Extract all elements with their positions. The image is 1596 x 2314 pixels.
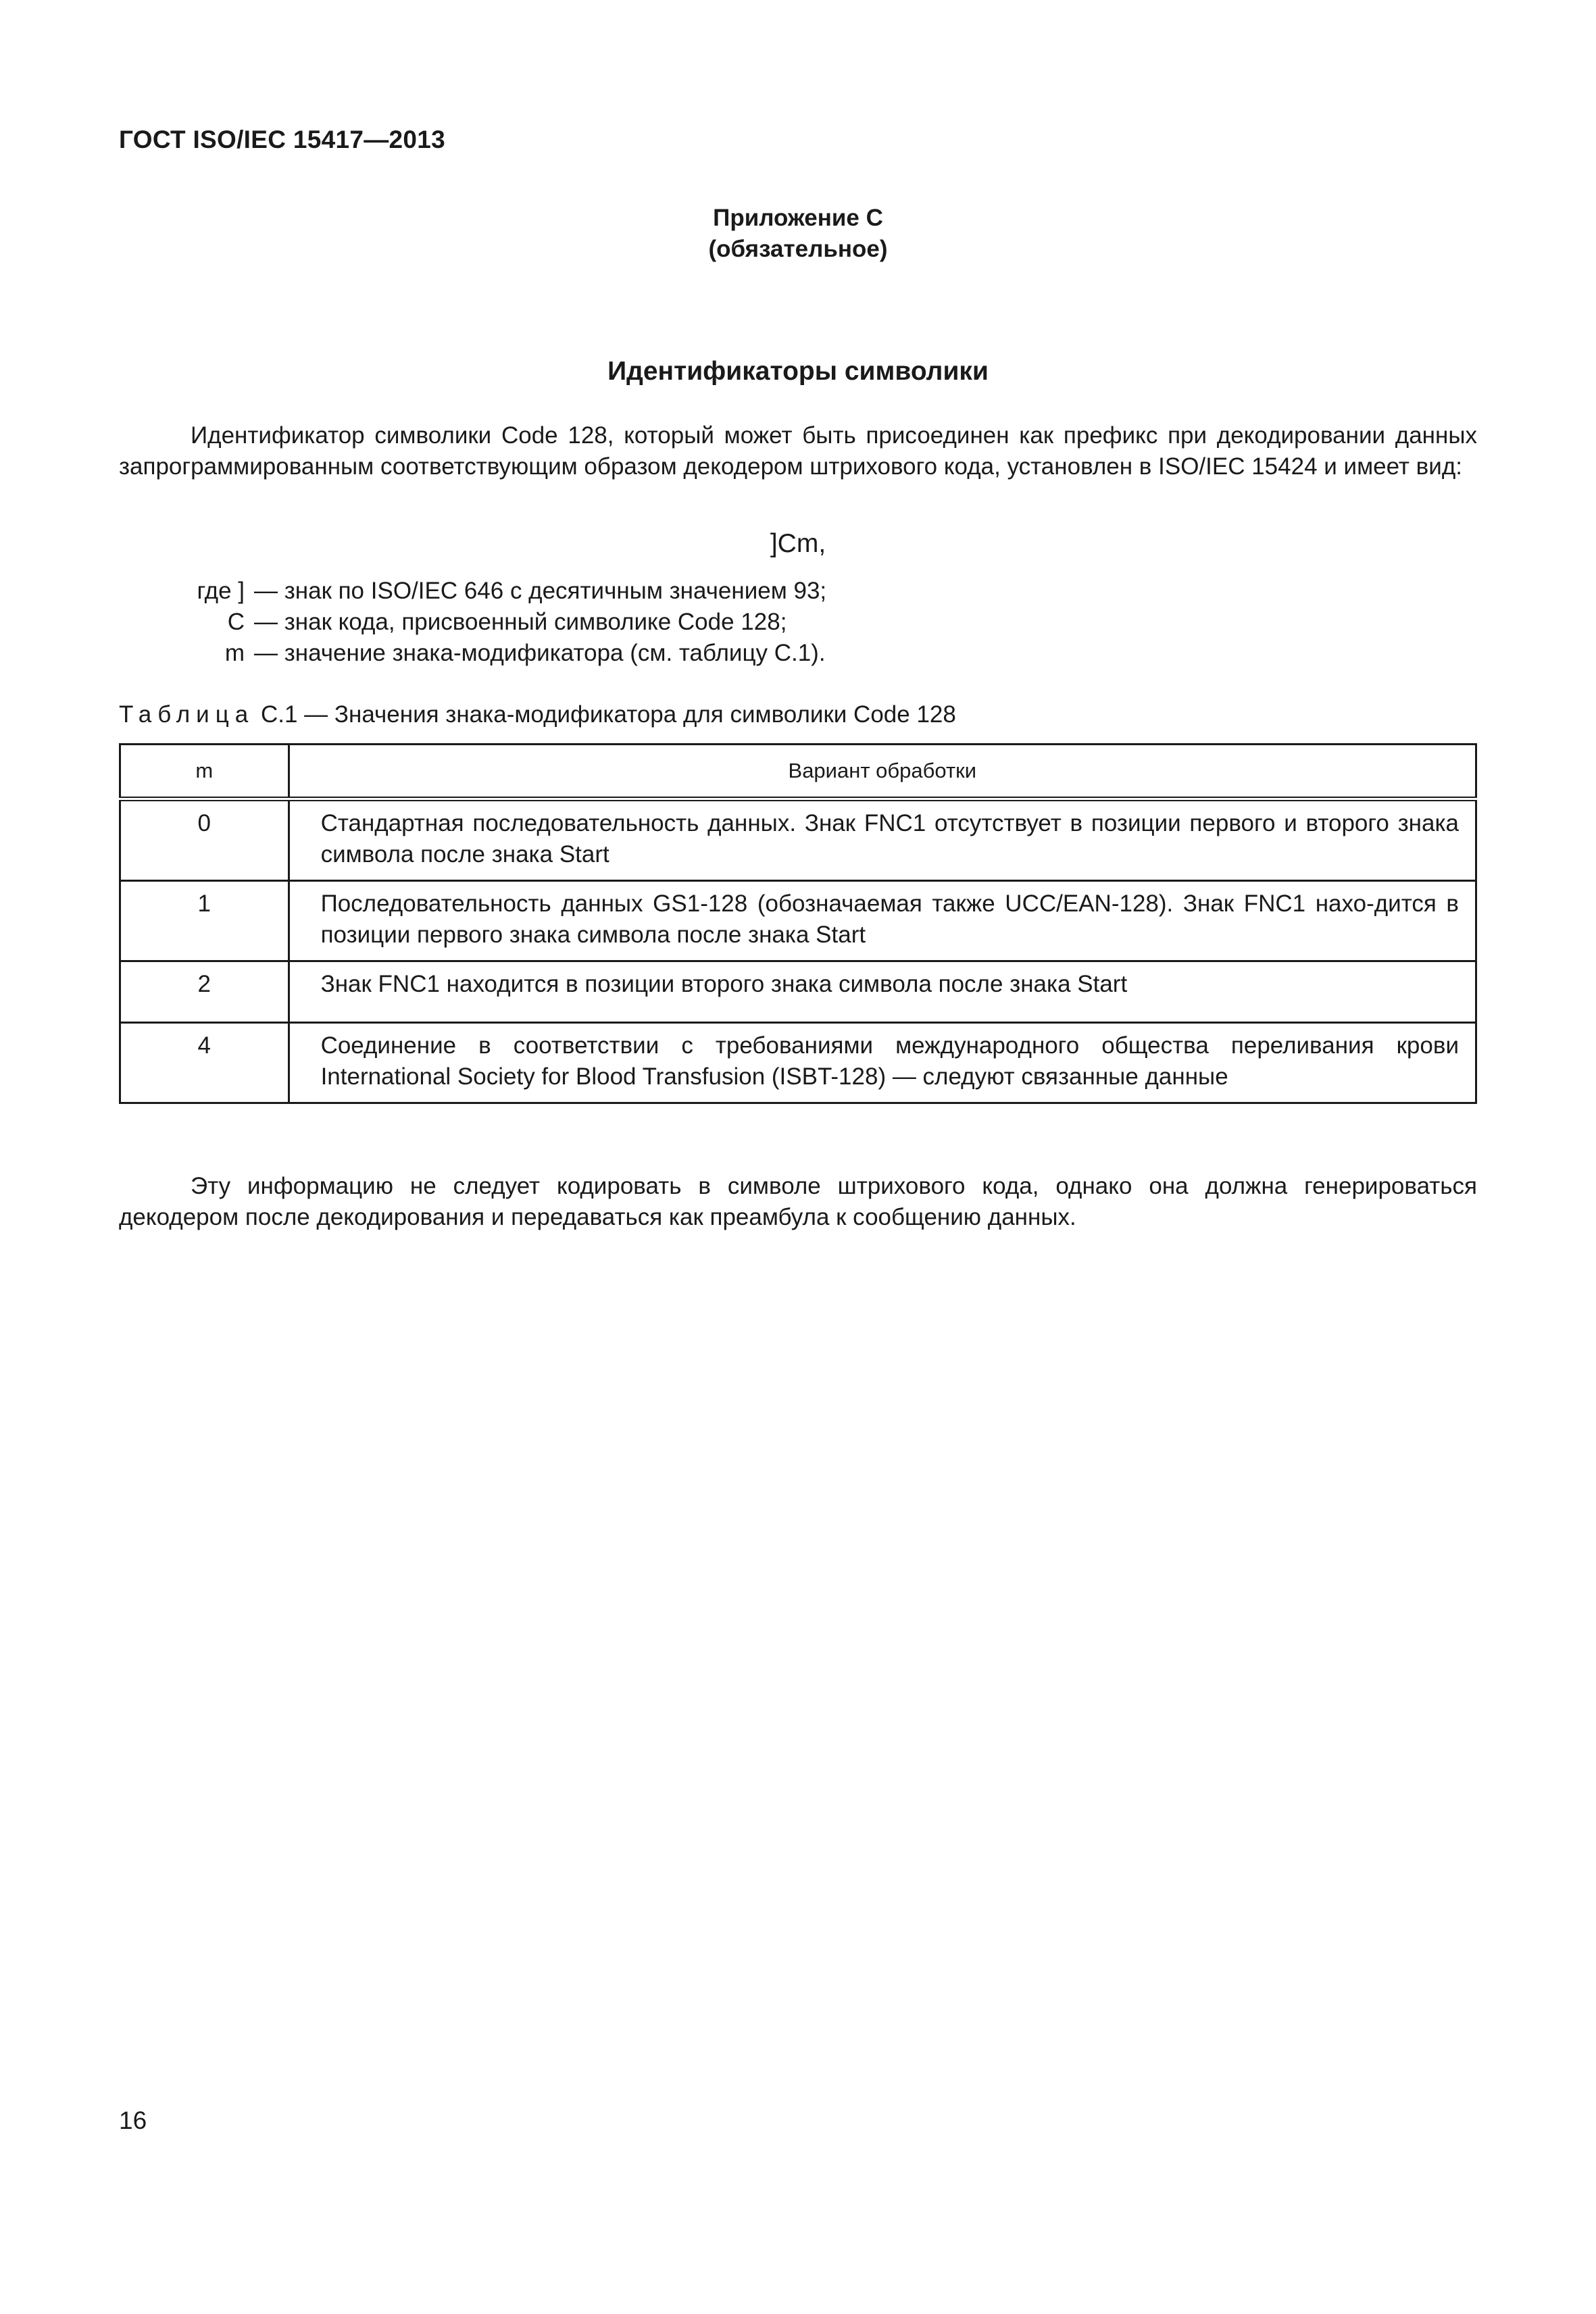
annex-title: Приложение С [713,205,883,231]
annex-heading [0,203,1596,265]
table-row [120,1023,1476,1103]
modifier-table [119,743,1477,1104]
table-caption [119,701,956,728]
modifier-table-container [119,743,1477,1104]
definition-text: — значение знака-модификатора (см. таблицу С.1). [254,640,826,666]
table-cell-text: Знак FNC1 находится в позиции второго знака символа после знака Start [289,961,1476,1023]
section-title: Идентификаторы символики [607,357,989,386]
table-cell-m: 4 [120,1023,289,1103]
definition-symbol: m [224,640,245,666]
definition-symbol: где ] [197,578,245,604]
table-cell-m: 0 [120,799,289,881]
intro-paragraph: Идентификатор символики Code 128, который может быть присоединен как префикс при декодировании данных запрограммированным соответствующим образом декодером штрихового кода, установлен в ISO/IEC 15424 и имеет вид: [119,422,1477,480]
table-cell-m: 1 [120,881,289,961]
table-header-variant: Вариант обработки [289,745,1476,799]
table-caption-label: Таблица [119,701,255,728]
definitions-list [119,576,826,669]
definition-item [119,638,826,669]
definition-item [119,576,826,607]
table-cell-text: Соединение в соответствии с требованиями международного общества переливания крови International Society for Blood Transfusion (ISBT-128) — следуют связанные данные [289,1023,1476,1103]
table-row [120,881,1476,961]
definition-symbol: C [227,609,245,635]
annex-status: (обязательное) [708,236,888,262]
definition-text: — знак по ISO/IEC 646 с десятичным значением 93; [254,578,827,604]
table-row [120,799,1476,881]
definition-item [119,607,826,638]
identifier-formula: ]Cm, [770,529,826,558]
table-header-row [120,745,1476,799]
definition-text: — знак кода, присвоенный символике Code 128; [254,609,787,635]
note-paragraph: Эту информацию не следует кодировать в символе штрихового кода, однако она должна генерироваться декодером после декодирования и передаваться как преамбула к сообщению данных. [119,1173,1477,1230]
table-cell-text: Стандартная последовательность данных. Знак FNC1 отсутствует в позиции первого и второго знака символа после знака Start [289,799,1476,881]
page-number: 16 [119,2107,147,2134]
table-cell-m: 2 [120,961,289,1023]
table-header-m: m [120,745,289,799]
table-row [120,961,1476,1023]
table-caption-text: С.1 — Значения знака-модификатора для символики Code 128 [260,701,956,728]
document-code-header: ГОСТ ISO/IEC 15417—2013 [119,126,446,153]
table-cell-text: Последовательность данных GS1-128 (обозначаемая также UCC/EAN-128). Знак FNC1 нахо-дится в позиции первого знака символа после знака Start [289,881,1476,961]
